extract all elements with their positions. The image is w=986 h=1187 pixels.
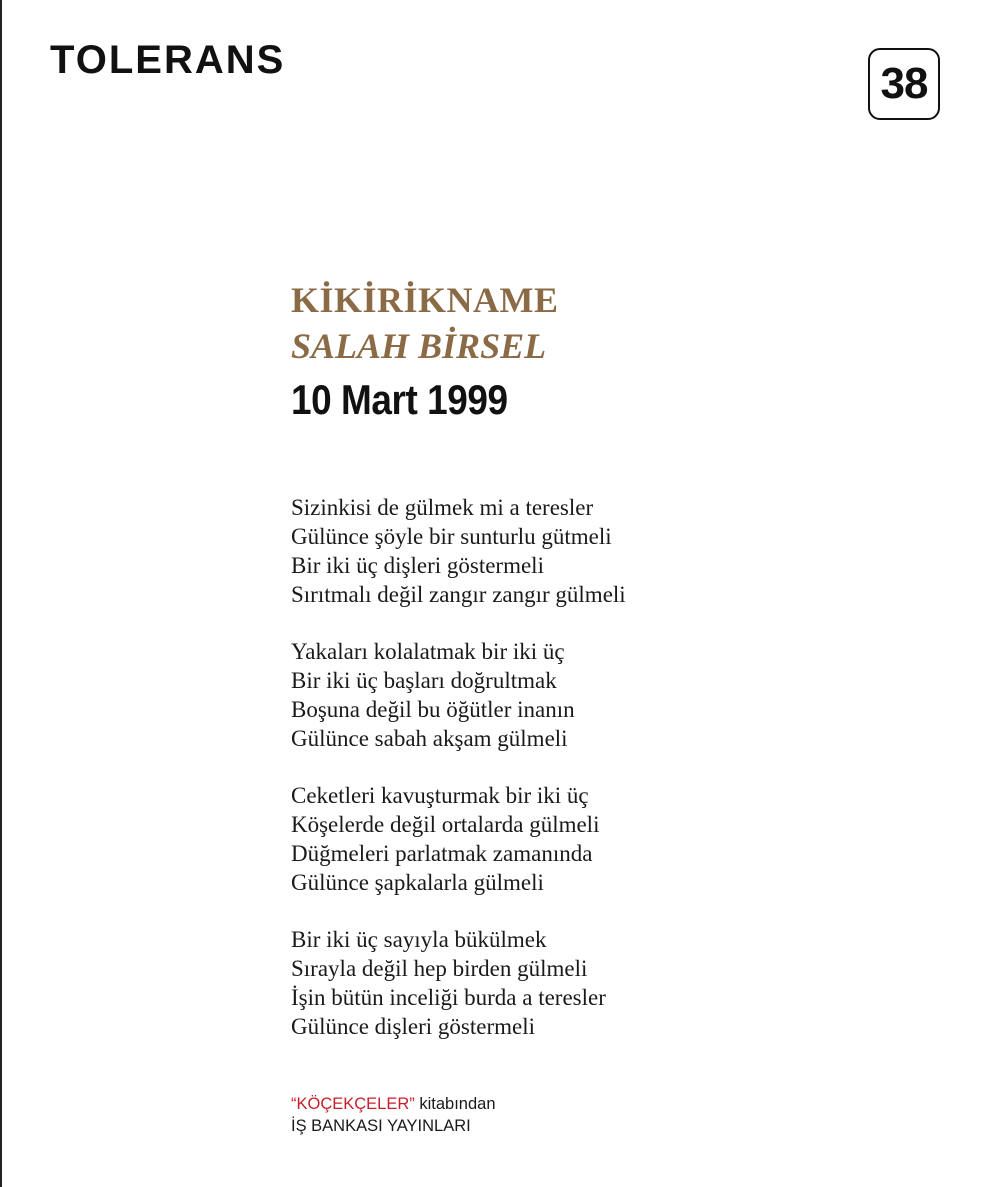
stanza-3 (291, 781, 626, 897)
poem-line: Gülünce sabah akşam gülmeli (291, 726, 568, 751)
poem-header (291, 280, 559, 424)
poem-line: Sırıtmalı değil zangır zangır gülmeli (291, 582, 626, 607)
poem-line: Düğmeleri parlatmak zamanında (291, 841, 593, 866)
poem-line: Bir iki üç başları doğrultmak (291, 668, 557, 693)
poem-date: 10 Mart 1999 (291, 376, 508, 423)
source-book-title: “KÖÇEKÇELER” (291, 1095, 415, 1113)
poem-line: Bir iki üç sayıyla bükülmek (291, 927, 547, 952)
source-credit (291, 1093, 496, 1137)
source-publisher: İŞ BANKASI YAYINLARI (291, 1117, 471, 1135)
source-book-line (291, 1093, 496, 1115)
poem-line: Sizinkisi de gülmek mi a teresler (291, 495, 594, 520)
page-number-badge: 38 (868, 48, 940, 120)
poem-author: SALAH BİRSEL (291, 326, 547, 366)
poem-line: Gülünce şöyle bir sunturlu gütmeli (291, 524, 612, 549)
stanza-2 (291, 637, 626, 753)
poem-line: Ceketleri kavuşturmak bir iki üç (291, 783, 589, 808)
stanza-1 (291, 493, 626, 609)
poem-line: Yakaları kolalatmak bir iki üç (291, 639, 565, 664)
poem-title: KİKİRİKNAME (291, 280, 559, 320)
page-edge (0, 0, 2, 1187)
stanza-4 (291, 925, 626, 1041)
poem-line: Gülünce şapkalarla gülmeli (291, 870, 544, 895)
magazine-logo: TOLERANS (50, 38, 286, 82)
poem-line: Boşuna değil bu öğütler inanın (291, 697, 575, 722)
poem-line: İşin bütün inceliği burda a teresler (291, 985, 606, 1010)
poem-line: Sırayla değil hep birden gülmeli (291, 956, 588, 981)
poem-line: Köşelerde değil ortalarda gülmeli (291, 812, 600, 837)
source-book-suffix: kitabından (414, 1095, 496, 1113)
poem-body (291, 493, 626, 1069)
poem-line: Bir iki üç dişleri göstermeli (291, 553, 544, 578)
poem-line: Gülünce dişleri göstermeli (291, 1014, 535, 1039)
